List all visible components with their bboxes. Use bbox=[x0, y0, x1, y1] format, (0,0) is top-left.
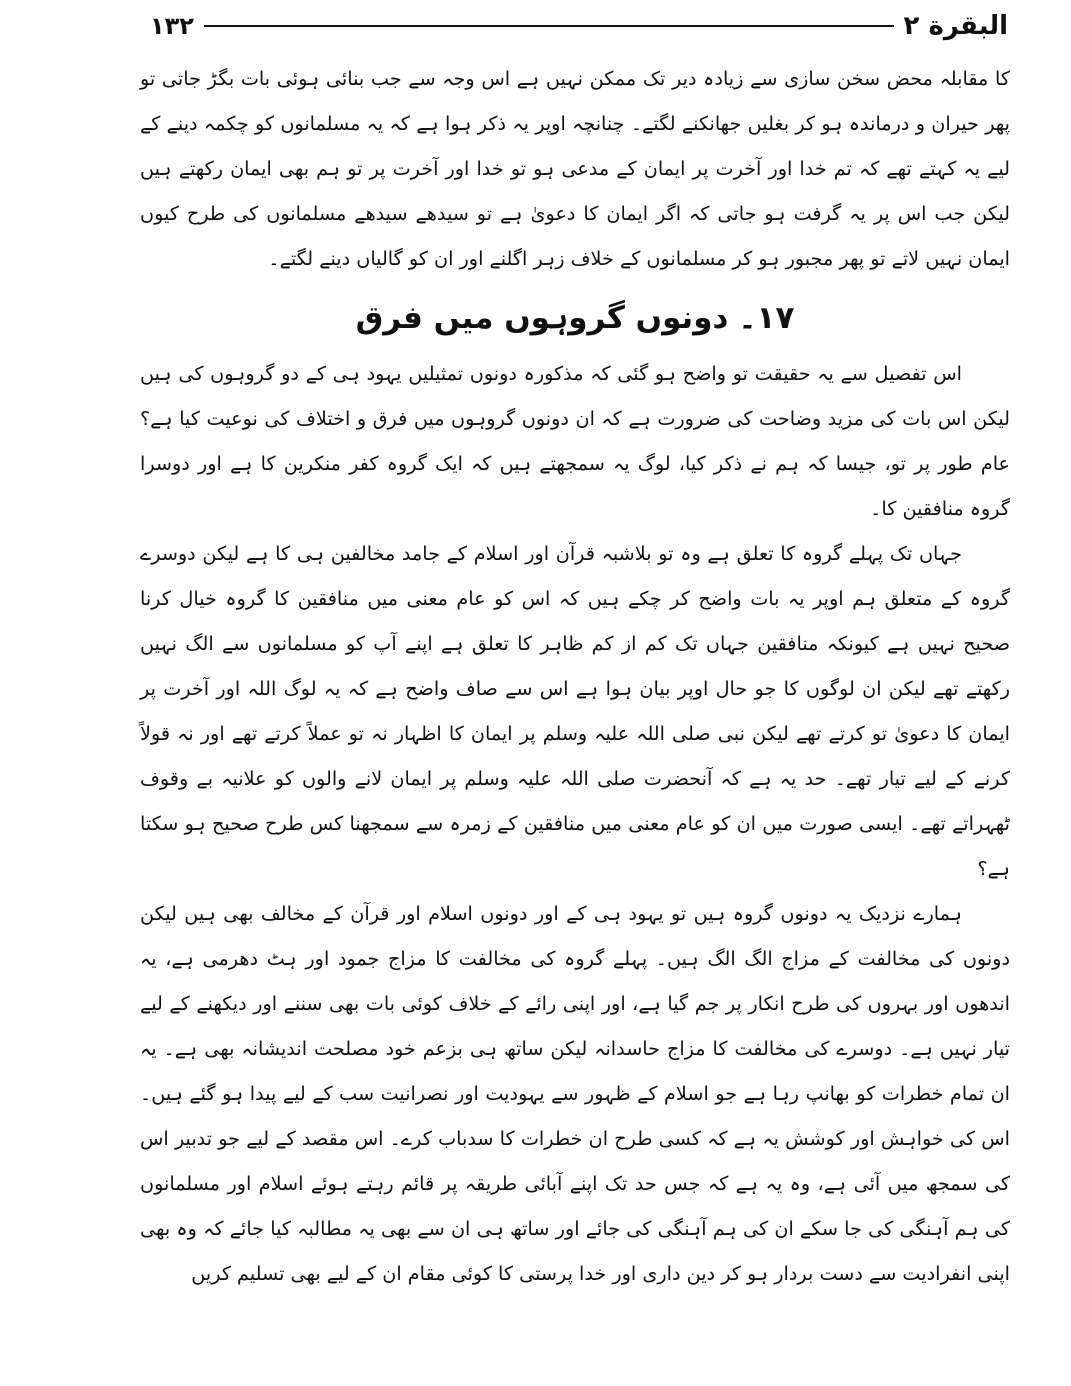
page-number: ۱۳۲ bbox=[150, 12, 194, 40]
paragraph: جہاں تک پہلے گروہ کا تعلق ہے وہ تو بلاشبہ قرآن اور اسلام کے جامد مخالفین ہی کا ہے لیکن دوسرے گروہ کے متعلق ہم اوپر یہ بات واضح کر چکے ہیں کہ اس کو عام معنی میں منافقین کا گروہ خیال کرنا صحیح نہیں ہے کیونکہ منافقین جہاں تک کم از کم ظاہر کا تعلق ہے اپنے آپ کو مسلمانوں سے الگ نہیں رکھتے تھے لیکن ان لوگوں کا جو حال اوپر بیان ہوا ہے اس سے صاف واضح ہے کہ یہ لوگ اللہ اور آخرت پر ایمان کا دعویٰ تو کرتے تھے لیکن نبی صلی اللہ علیہ وسلم پر ایمان کا اظہار نہ تو عملاً کرتے تھے اور نہ قولاً کرنے کے لیے تیار تھے۔ حد یہ ہے کہ آنحضرت صلی اللہ علیہ وسلم پر ایمان لانے والوں کو علانیہ بے وقوف ٹھہراتے تھے۔ ایسی صورت میں ان کو عام معنی میں منافقین کے زمرہ سے سمجھنا کس طرح صحیح ہو سکتا ہے؟ bbox=[140, 542, 1010, 880]
section-heading bbox=[140, 285, 1010, 351]
paragraph: کا مقابلہ محض سخن سازی سے زیادہ دیر تک ممکن نہیں ہے اس وجہ سے جب بنائی ہوئی بات بگڑ جاتی تو پھر حیران و درماندہ ہو کر بغلیں جھانکنے لگتے۔ چنانچہ اوپر یہ ذکر ہوا ہے کہ یہ مسلمانوں کو چکمہ دینے کے لیے یہ کہتے تھے کہ تم خدا اور آخرت پر ایمان کے مدعی ہو تو خدا اور آخرت پر تو ہم بھی ایمان رکھتے ہیں لیکن جب اس پر یہ گرفت ہو جاتی کہ اگر ایمان کا دعویٰ ہے تو سیدھے سیدھے مسلمانوں کی طرح کیوں ایمان نہیں لاتے تو پھر مجبور ہو کر مسلمانوں کے خلاف زہر اگلنے اور ان کو گالیاں دینے لگتے۔ bbox=[140, 67, 1010, 270]
section-title: دونوں گروہوں میں فرق bbox=[355, 300, 729, 336]
paragraph: ہمارے نزدیک یہ دونوں گروہ ہیں تو یہود ہی کے اور دونوں اسلام اور قرآن کے مخالف بھی ہیں لیکن دونوں کی مخالفت کے مزاج الگ الگ ہیں۔ پہلے گروہ کی مخالفت کا مزاج جمود اور ہٹ دھرمی ہے، یہ اندھوں اور بہروں کی طرح انکار پر جم گیا ہے، اور اپنی رائے کے خلاف کوئی بات بھی سننے اور دیکھنے کے لیے تیار نہیں ہے۔ دوسرے کی مخالفت کا مزاج حاسدانہ لیکن ساتھ ہی بزعم خود مصلحت اندیشانہ بھی ہے۔ یہ ان تمام خطرات کو بھانپ رہا ہے جو اسلام کے ظہور سے یہودیت اور نصرانیت سب کے لیے پیدا ہو گئے ہیں۔ اس کی خواہش اور کوشش یہ ہے کہ کسی طرح ان خطرات کا سدباب کرے۔ اس مقصد کے لیے جو تدبیر اس کی سمجھ میں آئی ہے، وہ یہ ہے کہ جس حد تک اپنے آبائی طریقہ پر قائم رہتے ہوئے اسلام اور مسلمانوں کی ہم آہنگی کی جا سکے ان کی ہم آہنگی کی جائے اور ساتھ ہی ان سے بھی یہ مطالبہ کیا جائے کہ وہ بھی اپنی انفرادیت سے دست بردار ہو کر دین داری اور خدا پرستی کا کوئی مقام ان کے لیے بھی تسلیم کریں bbox=[140, 902, 1010, 1285]
page-body bbox=[140, 56, 1010, 1296]
header-rule bbox=[204, 25, 894, 27]
paragraph: اس تفصیل سے یہ حقیقت تو واضح ہو گئی کہ مذکورہ دونوں تمثیلیں یہود ہی کے دو گروہوں کی ہیں لیکن اس بات کی مزید وضاحت کی ضرورت ہے کہ ان دونوں گروہوں میں فرق و اختلاف کی نوعیت کیا ہے؟ عام طور پر تو، جیسا کہ ہم نے ذکر کیا، لوگ یہ سمجھتے ہیں کہ ایک گروہ کفر منکرین کا ہے اور دوسرا گروہ منافقین کا۔ bbox=[140, 362, 1010, 520]
page-header bbox=[150, 6, 1008, 46]
section-number: ۱۷۔ bbox=[738, 300, 795, 336]
surah-title: البقرة ۲ bbox=[903, 11, 1008, 41]
